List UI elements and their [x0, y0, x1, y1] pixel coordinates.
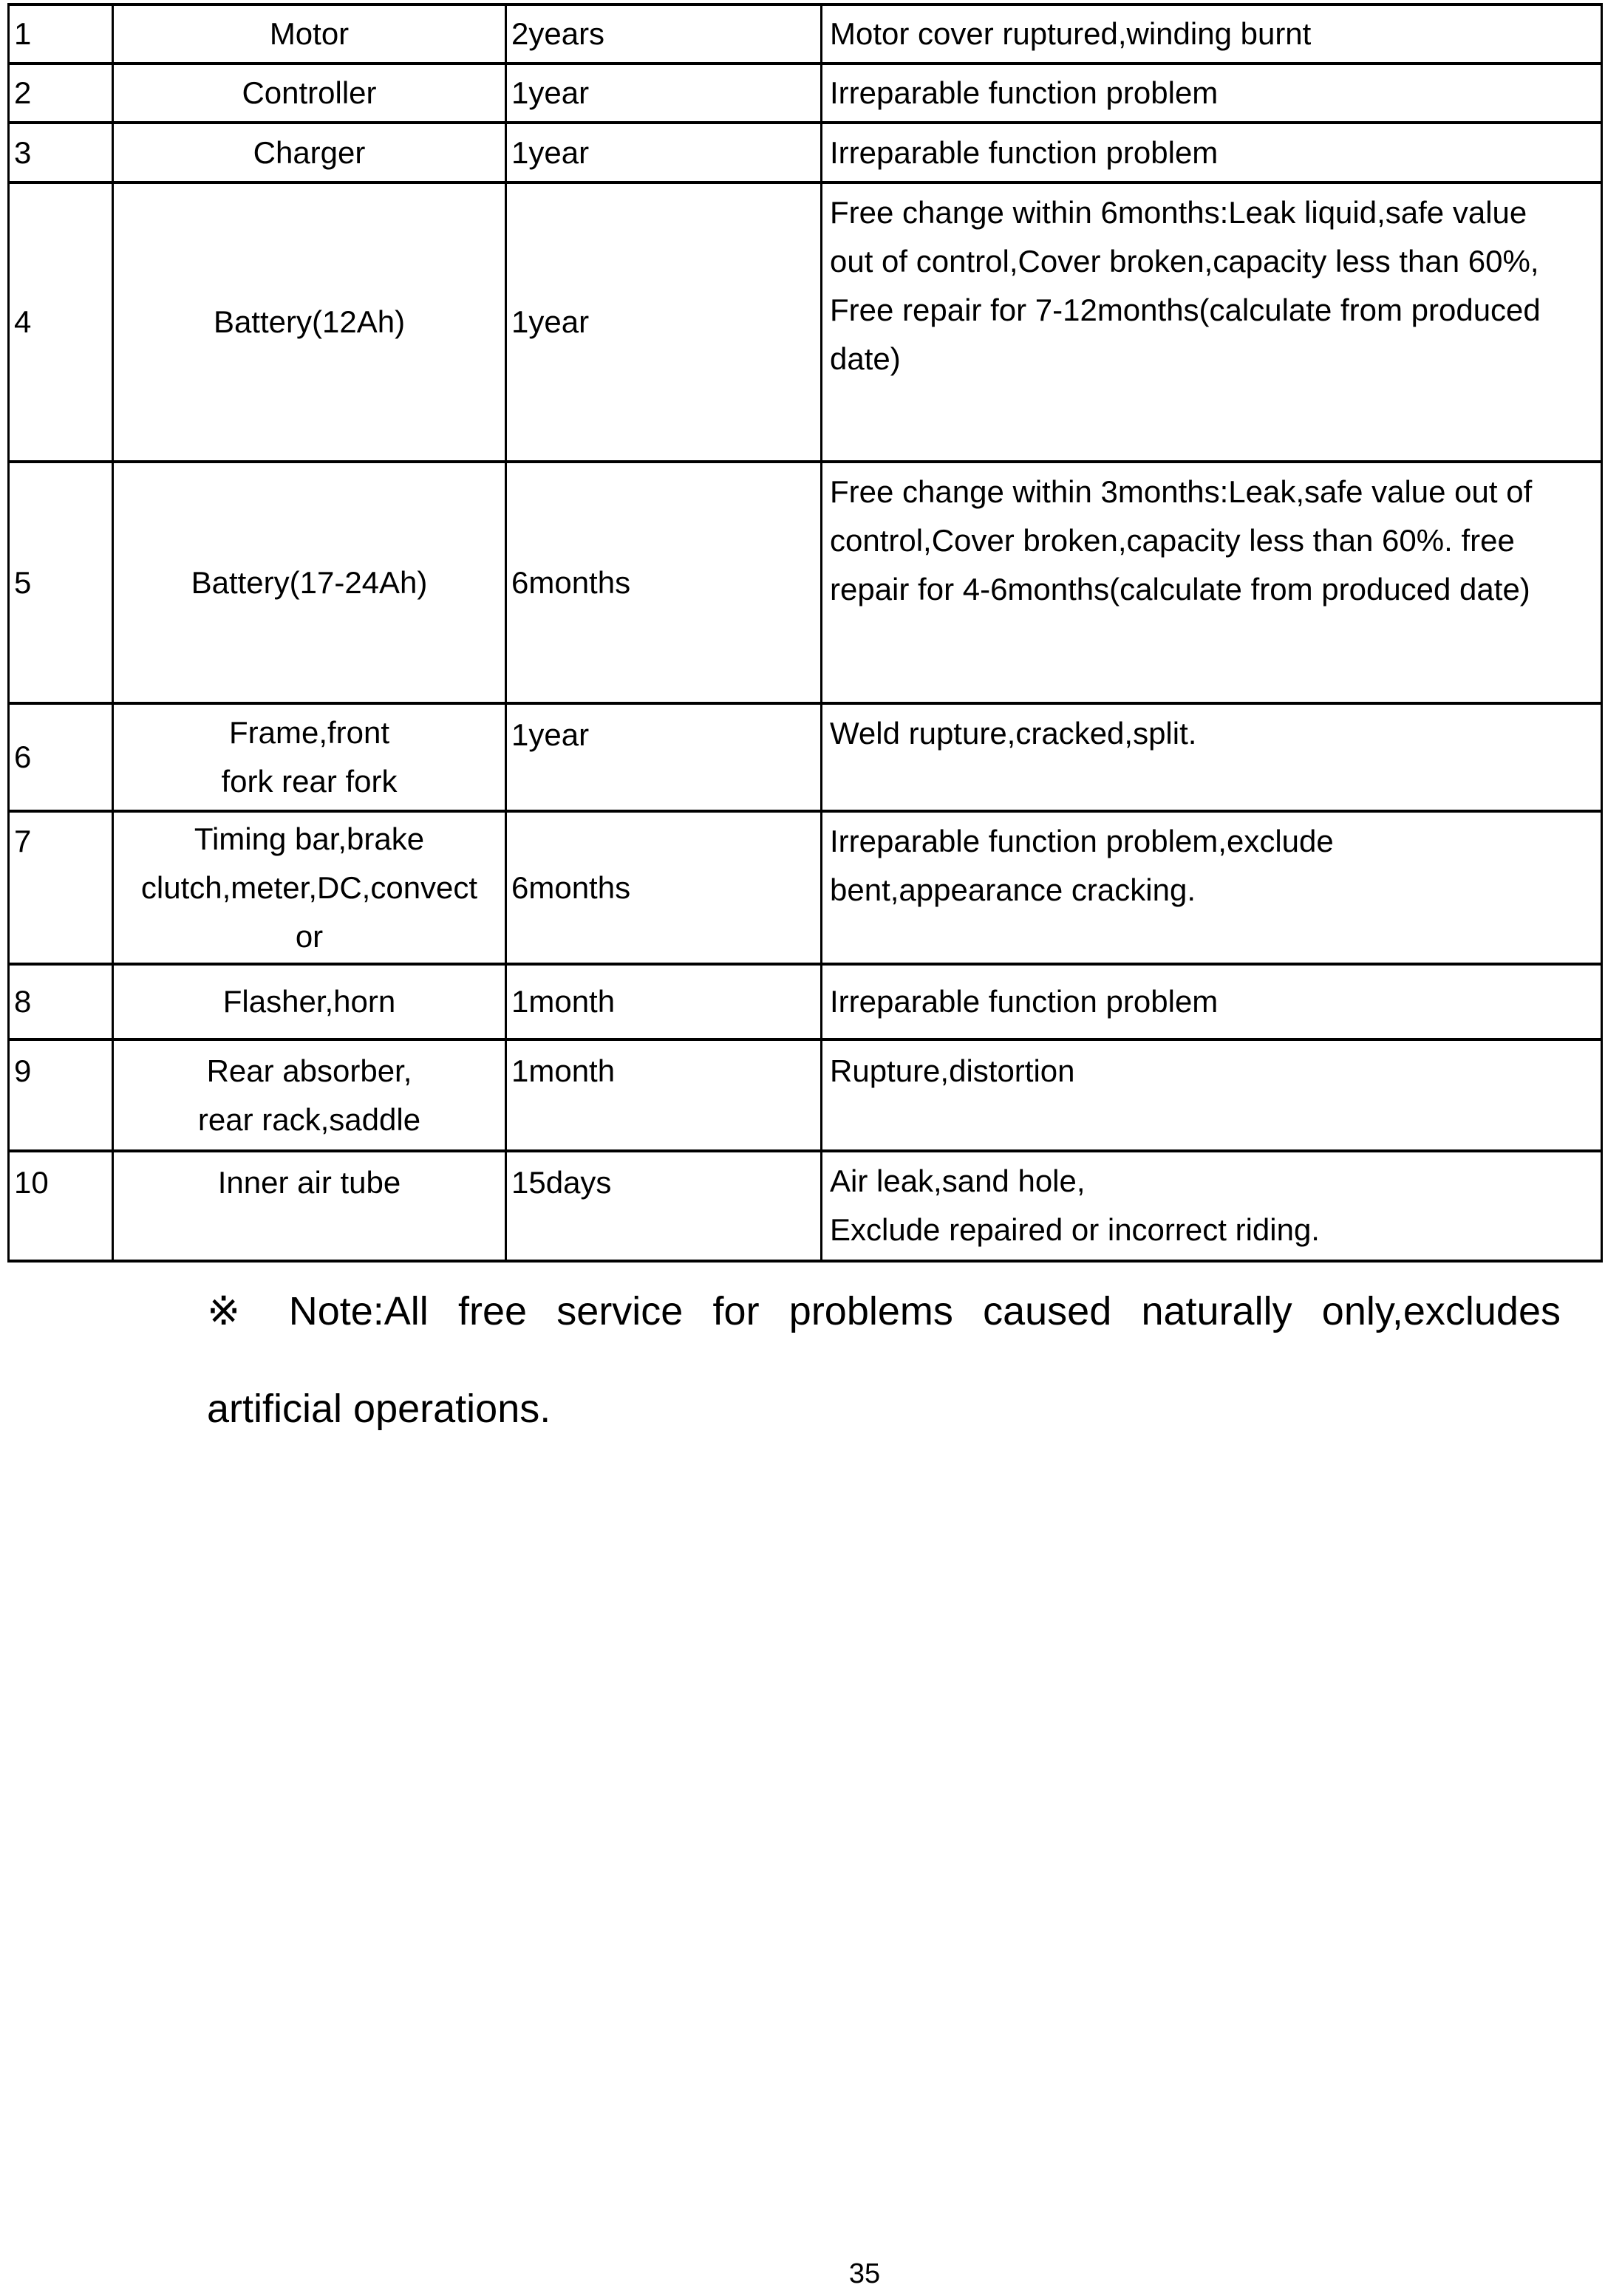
table-row	[9, 703, 1602, 811]
part-name-cell	[113, 123, 506, 182]
table-row	[9, 1151, 1602, 1261]
text-line: Charger	[253, 134, 366, 170]
text-line: Frame,front	[228, 715, 390, 750]
text-line: rear rack,saddle	[197, 1101, 421, 1137]
warranty-period-cell: 6months	[506, 811, 822, 964]
row-number-cell: 5	[9, 462, 113, 703]
part-name-cell	[113, 1039, 506, 1151]
warranty-table	[7, 3, 1603, 1263]
table-row	[9, 64, 1602, 123]
part-name-cell	[113, 462, 506, 703]
note-line-1	[207, 1287, 1561, 1384]
row-number-cell: 6	[9, 703, 113, 811]
warranty-terms-cell	[822, 182, 1602, 462]
note	[207, 1287, 1561, 1433]
text-line: Irreparable function problem,exclude	[830, 824, 1334, 858]
text-line: Air leak,sand hole,	[830, 1164, 1086, 1198]
warranty-period-cell: 1year	[506, 182, 822, 462]
warranty-period-cell: 15days	[506, 1151, 822, 1261]
warranty-period-cell: 1month	[506, 1039, 822, 1151]
warranty-period-cell: 1year	[506, 123, 822, 182]
row-number-cell: 8	[9, 964, 113, 1039]
part-name-cell	[113, 964, 506, 1039]
row-number-cell: 9	[9, 1039, 113, 1151]
part-name-cell	[113, 811, 506, 964]
warranty-terms-cell	[822, 1151, 1602, 1261]
text-line: Inner air tube	[217, 1165, 401, 1200]
warranty-period-cell: 6months	[506, 462, 822, 703]
text-line: Controller	[242, 75, 377, 110]
text-line: Irreparable function problem	[830, 984, 1219, 1019]
text-line: Motor cover ruptured,winding burnt	[830, 16, 1312, 51]
row-number-cell: 10	[9, 1151, 113, 1261]
text-line: Irreparable function problem	[830, 134, 1219, 170]
warranty-terms-cell	[822, 1039, 1602, 1151]
text-line: Free change within 3months:Leak,safe value out of	[830, 474, 1533, 509]
row-number-cell: 1	[9, 4, 113, 64]
table-row	[9, 462, 1602, 703]
warranty-terms-cell	[822, 703, 1602, 811]
part-name-cell	[113, 1151, 506, 1261]
note-line-2: artificial operations.	[207, 1387, 551, 1431]
row-number-cell: 3	[9, 123, 113, 182]
text-line: Rupture,distortion	[830, 1053, 1075, 1088]
warranty-period-cell: 2years	[506, 4, 822, 64]
text-line: Rear absorber,	[206, 1053, 412, 1088]
table-row	[9, 811, 1602, 964]
part-name-cell	[113, 182, 506, 462]
table-row	[9, 964, 1602, 1039]
text-line: Weld rupture,cracked,split.	[830, 716, 1197, 751]
note-text-line-1: Note:All free service for problems caused naturally only,excludes	[288, 1289, 1561, 1333]
text-line: Exclude repaired or incorrect riding.	[830, 1212, 1320, 1247]
text-line: Irreparable function problem	[830, 75, 1219, 110]
warranty-terms-cell	[822, 64, 1602, 123]
table-row	[9, 182, 1602, 462]
warranty-terms-cell	[822, 811, 1602, 964]
warranty-terms-cell	[822, 4, 1602, 64]
text-line: clutch,meter,DC,convect	[140, 869, 478, 905]
part-name-cell	[113, 64, 506, 123]
row-number-cell: 7	[9, 811, 113, 964]
text-line: control,Cover broken,capacity less than 60%. free	[830, 523, 1515, 558]
warranty-period-cell: 1year	[506, 703, 822, 811]
text-line: bent,appearance cracking.	[830, 872, 1196, 907]
reference-mark: ※	[207, 1289, 259, 1333]
row-number-cell: 4	[9, 182, 113, 462]
warranty-period-cell: 1month	[506, 964, 822, 1039]
text-line: Free change within 6months:Leak liquid,safe value	[830, 195, 1527, 230]
table-row	[9, 123, 1602, 182]
table-row	[9, 1039, 1602, 1151]
text-line: or	[295, 918, 324, 954]
text-line: date)	[830, 341, 901, 376]
row-number-cell: 2	[9, 64, 113, 123]
text-line: out of control,Cover broken,capacity less than 60%,	[830, 244, 1539, 279]
page-number: 35	[848, 2258, 881, 2289]
text-line: Motor	[269, 16, 350, 51]
text-line: Battery(12Ah)	[213, 304, 406, 339]
warranty-terms-cell	[822, 462, 1602, 703]
text-line: Battery(17-24Ah)	[191, 564, 428, 600]
warranty-terms-cell	[822, 964, 1602, 1039]
warranty-terms-cell	[822, 123, 1602, 182]
warranty-period-cell: 1year	[506, 64, 822, 123]
part-name-cell	[113, 703, 506, 811]
part-name-cell	[113, 4, 506, 64]
text-line: Free repair for 7-12months(calculate from produced	[830, 293, 1541, 327]
table-row	[9, 4, 1602, 64]
text-line: fork rear fork	[221, 764, 398, 799]
text-line: repair for 4-6months(calculate from produced date)	[830, 572, 1530, 607]
text-line: Flasher,horn	[222, 984, 396, 1019]
text-line: Timing bar,brake	[194, 821, 425, 856]
